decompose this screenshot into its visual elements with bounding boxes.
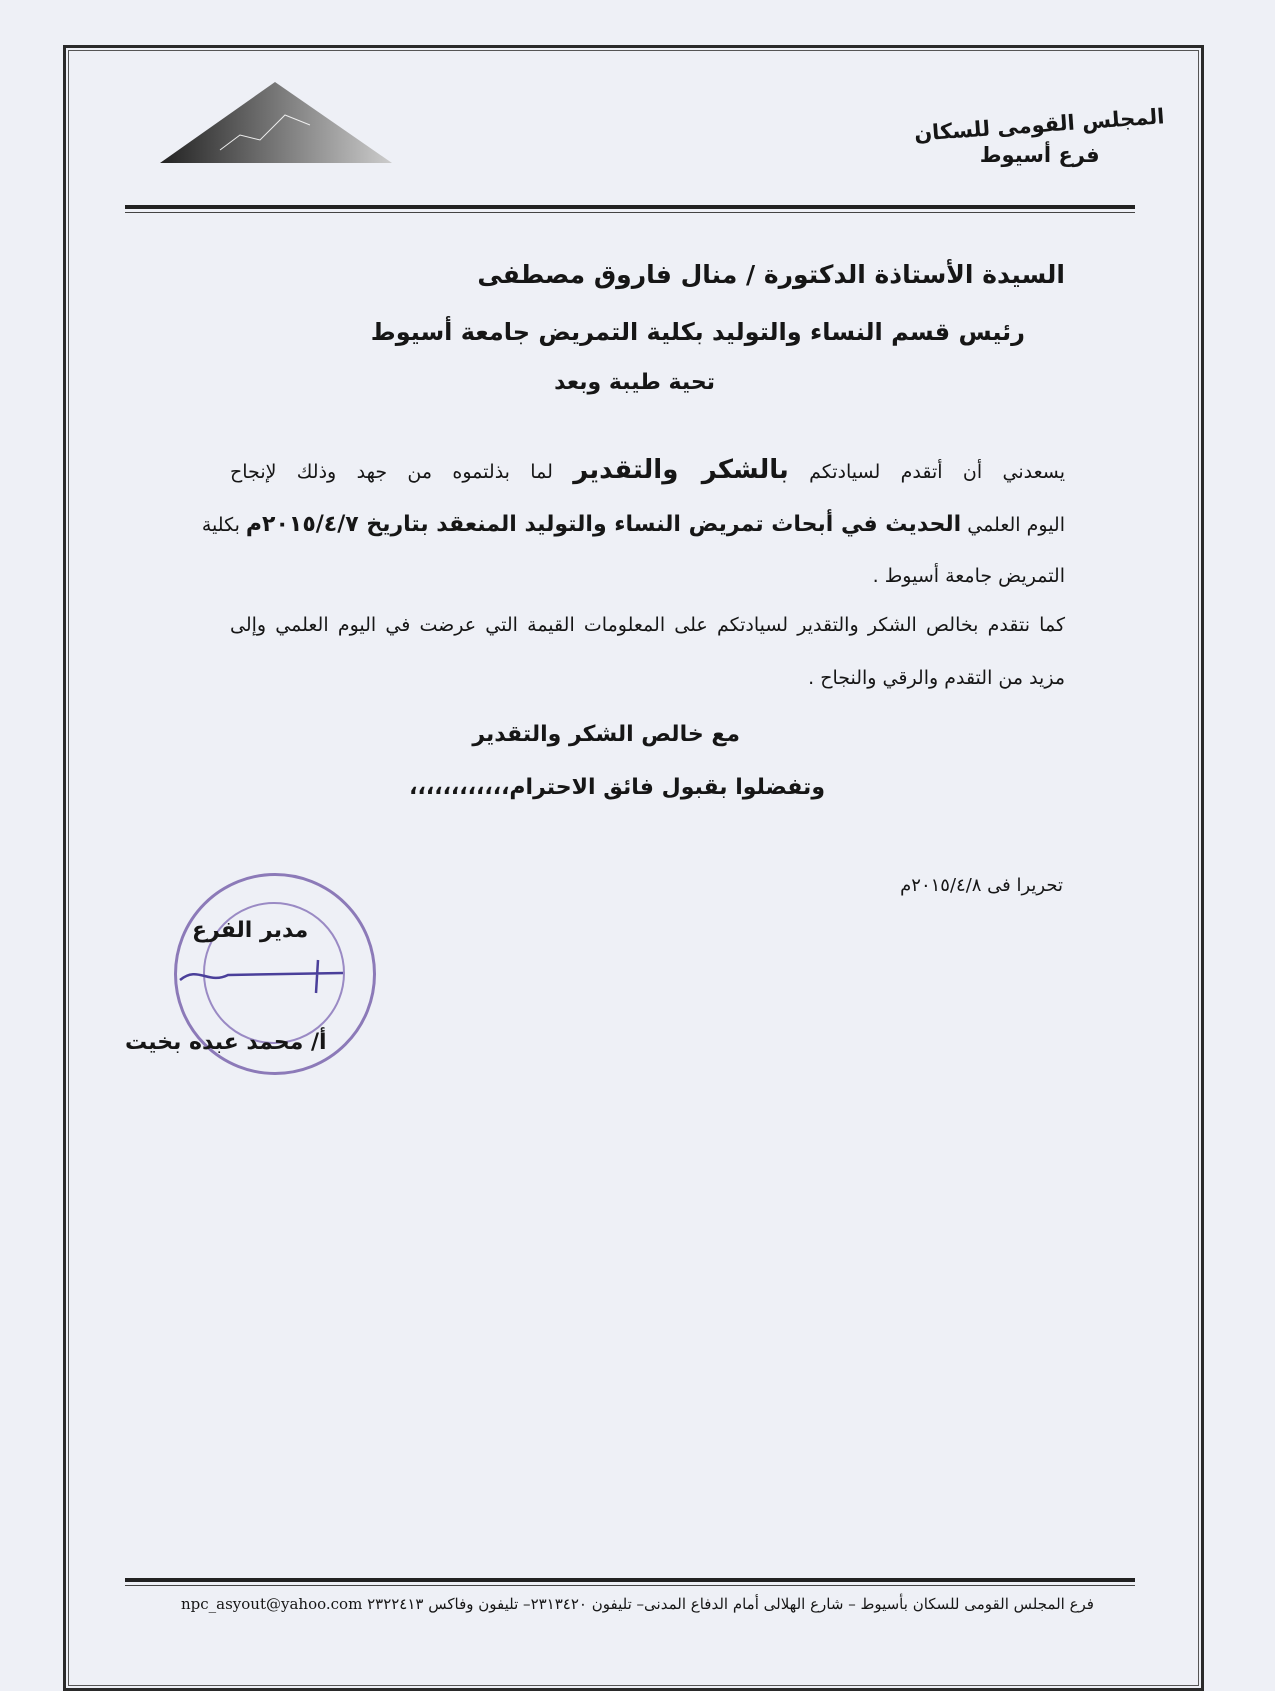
- body-line-5: مزيد من التقدم والرقي والنجاح .: [808, 667, 1065, 689]
- pyramid-logo: [160, 80, 395, 165]
- body-line-2: [201, 512, 1065, 537]
- org-name: المجلس القومى للسكان: [913, 104, 1166, 146]
- footer-divider: [125, 1578, 1135, 1582]
- letter-date: تحريرا فى ٢٠١٥/٤/٨م: [900, 875, 1063, 896]
- body-text: لما بذلتموه من جهد وذلك لإنجاح: [230, 461, 553, 483]
- addressee-position: رئيس قسم النساء والتوليد بكلية التمريض جامعة أسيوط: [370, 318, 1025, 346]
- body-line-4: كما نتقدم بخالص الشكر والتقدير لسيادتكم على المعلومات القيمة التي عرضت في اليوم العلمي وإلى: [230, 614, 1065, 636]
- body-emphasis: الحديث في أبحاث تمريض النساء والتوليد المنعقد بتاريخ ٢٠١٥/٤/٧م: [245, 512, 962, 537]
- closing-thanks: مع خالص الشكر والتقدير: [472, 722, 740, 747]
- body-text: بكلية: [201, 514, 240, 536]
- signature-name: أ/ محمد عبده بخيت: [125, 1030, 327, 1055]
- body-text: يسعدني أن أتقدم لسيادتكم: [809, 461, 1065, 483]
- header-divider: [125, 205, 1135, 209]
- footer-contact: فرع المجلس القومى للسكان بأسيوط – شارع الهلالى أمام الدفاع المدنى– تليفون ٢٣١٣٤٢٠– تليفون وفاكس ٢٣٢٢٤١٣ npc_asyout@yahoo.com: [181, 1595, 1094, 1613]
- signature-role: مدير الفرع: [192, 918, 309, 943]
- body-line-1: [230, 455, 1065, 485]
- org-branch: فرع أسيوط: [979, 143, 1100, 167]
- body-emphasis: بالشكر والتقدير: [573, 455, 789, 485]
- addressee-title: السيدة الأستاذة الدكتورة / منال فاروق مصطفى: [477, 260, 1065, 289]
- signature-scribble: [178, 955, 348, 995]
- greeting: تحية طيبة وبعد: [554, 370, 715, 395]
- body-line-3: التمريض جامعة أسيوط .: [872, 565, 1065, 587]
- org-header: [913, 104, 1166, 170]
- closing-regards: وتفضلوا بقبول فائق الاحترام،،،،،،،،،،،،: [409, 775, 825, 800]
- body-text: اليوم العلمي: [967, 514, 1065, 536]
- page-border: [63, 45, 1204, 1691]
